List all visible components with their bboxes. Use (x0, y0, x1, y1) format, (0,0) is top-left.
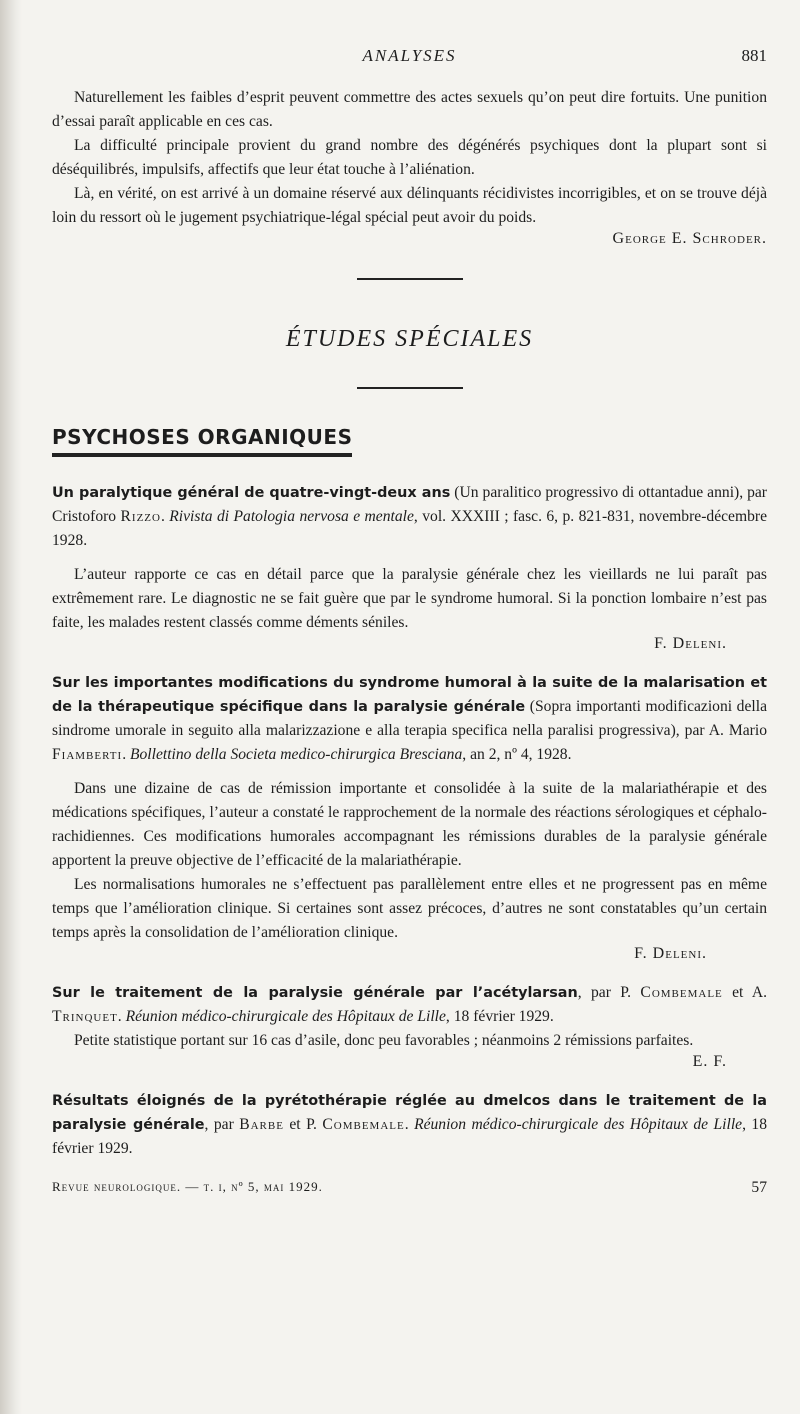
article-2-signature: F. Deleni. (634, 945, 707, 962)
article-2-reference (52, 671, 767, 767)
article-1-title: Un paralytique général de quatre-vingt-deux ans (52, 485, 451, 501)
article-4-ref-after: , 18 février 1929. (52, 1116, 768, 1157)
article-3-ref-after: , 18 février 1929. (445, 1008, 554, 1025)
article-2-journal: Bollettino della Societa medico-chirurgica Bresciana (129, 746, 463, 763)
page-edge-shadow (0, 0, 22, 1414)
article-2-body-1: Dans une dizaine de cas de rémission importante et consolidée à la suite de la malariathérapie et des médications spécifiques, l’auteur a constaté le rapprochement de la normale des réactions sérologiques et céphalo-rachidiennes. Ces modifications humorales accompagnant les rémissions durables de la paralysie générale apportent la preuve objective de l’efficacité de la malariathérapie. (52, 780, 767, 869)
article-4-ref-mid-1: et P. (283, 1116, 323, 1133)
article-1-ref-before: (Un paralitico progressivo di ottantadue anni), par Cristoforo (52, 484, 768, 525)
article-3-journal: Réunion médico-chirurgicale des Hôpitaux de Lille (125, 1008, 446, 1025)
article-4-author-2: Combemale (322, 1116, 405, 1133)
article-2-ref-after: , an 2, nº 4, 1928. (462, 746, 572, 763)
article-2-ref-mid: . (122, 746, 130, 763)
article-2-body-2: Les normalisations humorales ne s’effectuent pas parallèlement entre elles et ne progressent pas en même temps que l’amélioration clinique. Si certaines sont assez précoces, d’autres ne sont constatables qu’un certain temps après la consolidation de l’amélioration clinique. (52, 876, 767, 941)
intro-signature-row (52, 230, 767, 248)
article-1-ref-after: , vol. XXXIII ; fasc. 6, p. 821-831, novembre-décembre 1928. (52, 508, 767, 549)
intro-paragraph-3-text: Là, en vérité, on est arrivé à un domaine réservé aux délinquants récidivistes incorrigibles, et on se trouve déjà loin du ressort où le jugement psychiatrique-légal spécial peut avoir du poids. (52, 185, 767, 226)
article-1-body: L’auteur rapporte ce cas en détail parce que la paralysie générale chez les vieillards ne lui paraît pas extrêmement rare. Le diagnostic ne se fait guère que par le syndrome humoral. Si la ponction lombaire n’est pas faite, les malades restent classés comme déments séniles. (52, 566, 767, 631)
article-1-signature-row (52, 635, 767, 653)
article-4-reference (52, 1089, 767, 1161)
section-rule-top (357, 278, 463, 280)
article-3-reference (52, 981, 767, 1029)
article-1-author: Rizzo (120, 508, 161, 525)
article-2-author: Fiamberti (52, 746, 123, 763)
article-1-journal: Rivista di Patologia nervosa e mentale (169, 508, 414, 525)
footer-journal: Revue neurologique. — t. i, nº 5, mai 1929. (52, 1179, 323, 1194)
article-3-signature-row (52, 1053, 767, 1071)
footer-sheet-number: 57 (751, 1179, 767, 1196)
article-4-author-1: Barbe (239, 1116, 284, 1133)
article-3-author-2: Trinquet (52, 1008, 118, 1025)
article-4-ref-mid-2: . (404, 1116, 415, 1133)
article-3 (52, 981, 767, 1071)
article-3-ref-mid-2: . (117, 1008, 126, 1025)
intro-block (52, 86, 767, 248)
subheading: PSYCHOSES ORGANIQUES (52, 425, 353, 449)
running-header (52, 38, 767, 72)
intro-paragraph-2: La difficulté principale provient du grand nombre des dégénérés psychiques dont la plupart sont si déséquilibrés, impulsifs, affectifs que leur état touche à l’aliénation. (52, 137, 767, 178)
article-4-ref-before: , par (204, 1116, 240, 1133)
article-2-title: Sur les importantes modifications du syndrome humoral à la suite de la malarisation et de la thérapeutique spécifique dans la paralysie générale (52, 675, 767, 715)
running-title: ANALYSES (362, 46, 457, 65)
article-1-ref-mid: . (160, 508, 170, 525)
article-3-signature: E. F. (692, 1053, 727, 1070)
article-1-reference (52, 481, 767, 553)
page-number: 881 (741, 46, 767, 65)
intro-paragraph-1: Naturellement les faibles d’esprit peuvent commettre des actes sexuels qu’on peut dire fortuits. Une punition d’essai paraît applicable en ces cas. (52, 89, 767, 130)
article-1 (52, 481, 767, 653)
article-3-body: Petite statistique portant sur 16 cas d’asile, donc peu favorables ; néanmoins 2 rémissions parfaites. (74, 1032, 694, 1049)
article-4-title: Résultats éloignés de la pyrétothérapie réglée au dmelcos dans le traitement de la paralysie générale (52, 1093, 767, 1133)
article-4 (52, 1089, 767, 1161)
page (52, 38, 767, 1197)
article-2-ref-before: (Sopra importanti modificazioni della sindrome umorale in seguito alla malarizzazione e alla terapia specifica nella paralisi progressiva), par A. Mario (52, 698, 767, 739)
article-3-title: Sur le traitement de la paralysie générale par l’acétylarsan (52, 985, 578, 1001)
intro-paragraph-3 (52, 182, 767, 230)
subheading-rule (52, 453, 352, 457)
page-footer (52, 1179, 767, 1197)
article-3-ref-mid-1: et A. (722, 984, 767, 1001)
intro-signature: George E. Schroder. (612, 230, 767, 247)
article-2-signature-row (52, 945, 767, 963)
article-1-signature: F. Deleni. (654, 635, 727, 652)
article-4-journal: Réunion médico-chirurgicale des Hôpitaux de Lille (414, 1116, 743, 1133)
section-title: ÉTUDES SPÉCIALES (285, 326, 534, 352)
section-rule-bottom (357, 387, 463, 389)
article-3-author-1: Combemale (640, 984, 723, 1001)
article-2 (52, 671, 767, 963)
article-3-ref-before: , par P. (577, 984, 641, 1001)
